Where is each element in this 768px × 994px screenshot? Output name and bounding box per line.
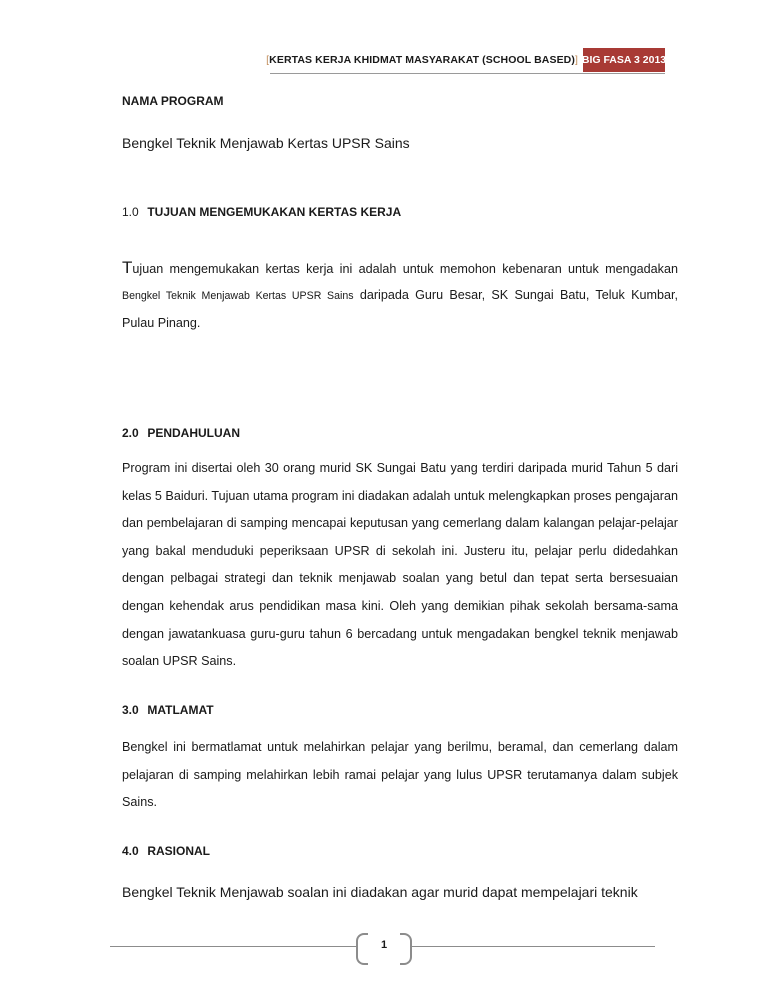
section-tujuan-heading: 1.0 TUJUAN MENGEMUKAKAN KERTAS KERJA	[122, 205, 402, 219]
section-tujuan-line2: Bengkel Teknik Menjawab Kertas UPSR Sains daripada Guru Besar, SK Sungai Batu, Teluk Kumbar,	[122, 288, 678, 302]
section-tujuan-line1: Tujuan mengemukakan kertas kerja ini adalah untuk memohon kebenaran untuk mengadakan	[122, 258, 678, 277]
section-matlamat-heading: 3.0 MATLAMAT	[122, 703, 214, 717]
section-pendahuluan-body: Program ini disertai oleh 30 orang murid SK Sungai Batu yang terdiri daripada murid Tahun 5 dari kelas 5 Baiduri. Tujuan utama program ini diadakan adalah untuk melengkapkan proses pengajaran dan pembelajaran di samping mencapai keputusan yang cemerlang dalam kalangan pelajar-pelajar yang bakal menduduki peperiksaan UPSR di sekolah ini. Justeru itu, pelajar perlu didedahkan dengan pelbagai strategi dan teknik menjawab soalan yang betul dan tepat serta bersesuaian dengan kehendak arus pendidikan masa kini. Oleh yang demikian pihak sekolah bersama-sama dengan jawatankuasa guru-guru tahun 6 bercadang untuk mengadakan bengkel teknik menjawab soalan UPSR Sains.	[122, 461, 678, 669]
section-rasional-heading: 4.0 RASIONAL	[122, 844, 211, 858]
header-divider	[270, 73, 665, 74]
section-rasional-body: Bengkel Teknik Menjawab soalan ini diadakan agar murid dapat mempelajari teknik	[122, 884, 638, 900]
page-header	[0, 48, 768, 74]
program-name: Bengkel Teknik Menjawab Kertas UPSR Sains	[122, 135, 410, 151]
header-title: [KERTAS KERJA KHIDMAT MASYARAKAT (SCHOOL BASED)]	[266, 54, 578, 66]
section-tujuan-line3: Pulau Pinang.	[122, 316, 201, 330]
header-badge: BIG FASA 3 2013	[583, 48, 665, 72]
program-label: NAMA PROGRAM	[122, 94, 224, 108]
drop-cap: T	[122, 258, 133, 277]
page-number: 1	[380, 939, 388, 951]
section-pendahuluan-heading: 2.0 PENDAHULUAN	[122, 426, 241, 440]
page-number-box	[356, 933, 412, 961]
section-matlamat-body: Bengkel ini bermatlamat untuk melahirkan pelajar yang berilmu, beramal, dan cemerlang dalam pelajaran di samping melahirkan lebih ramai pelajar yang lulus UPSR terutamanya dalam subjek Sains.	[122, 740, 678, 810]
